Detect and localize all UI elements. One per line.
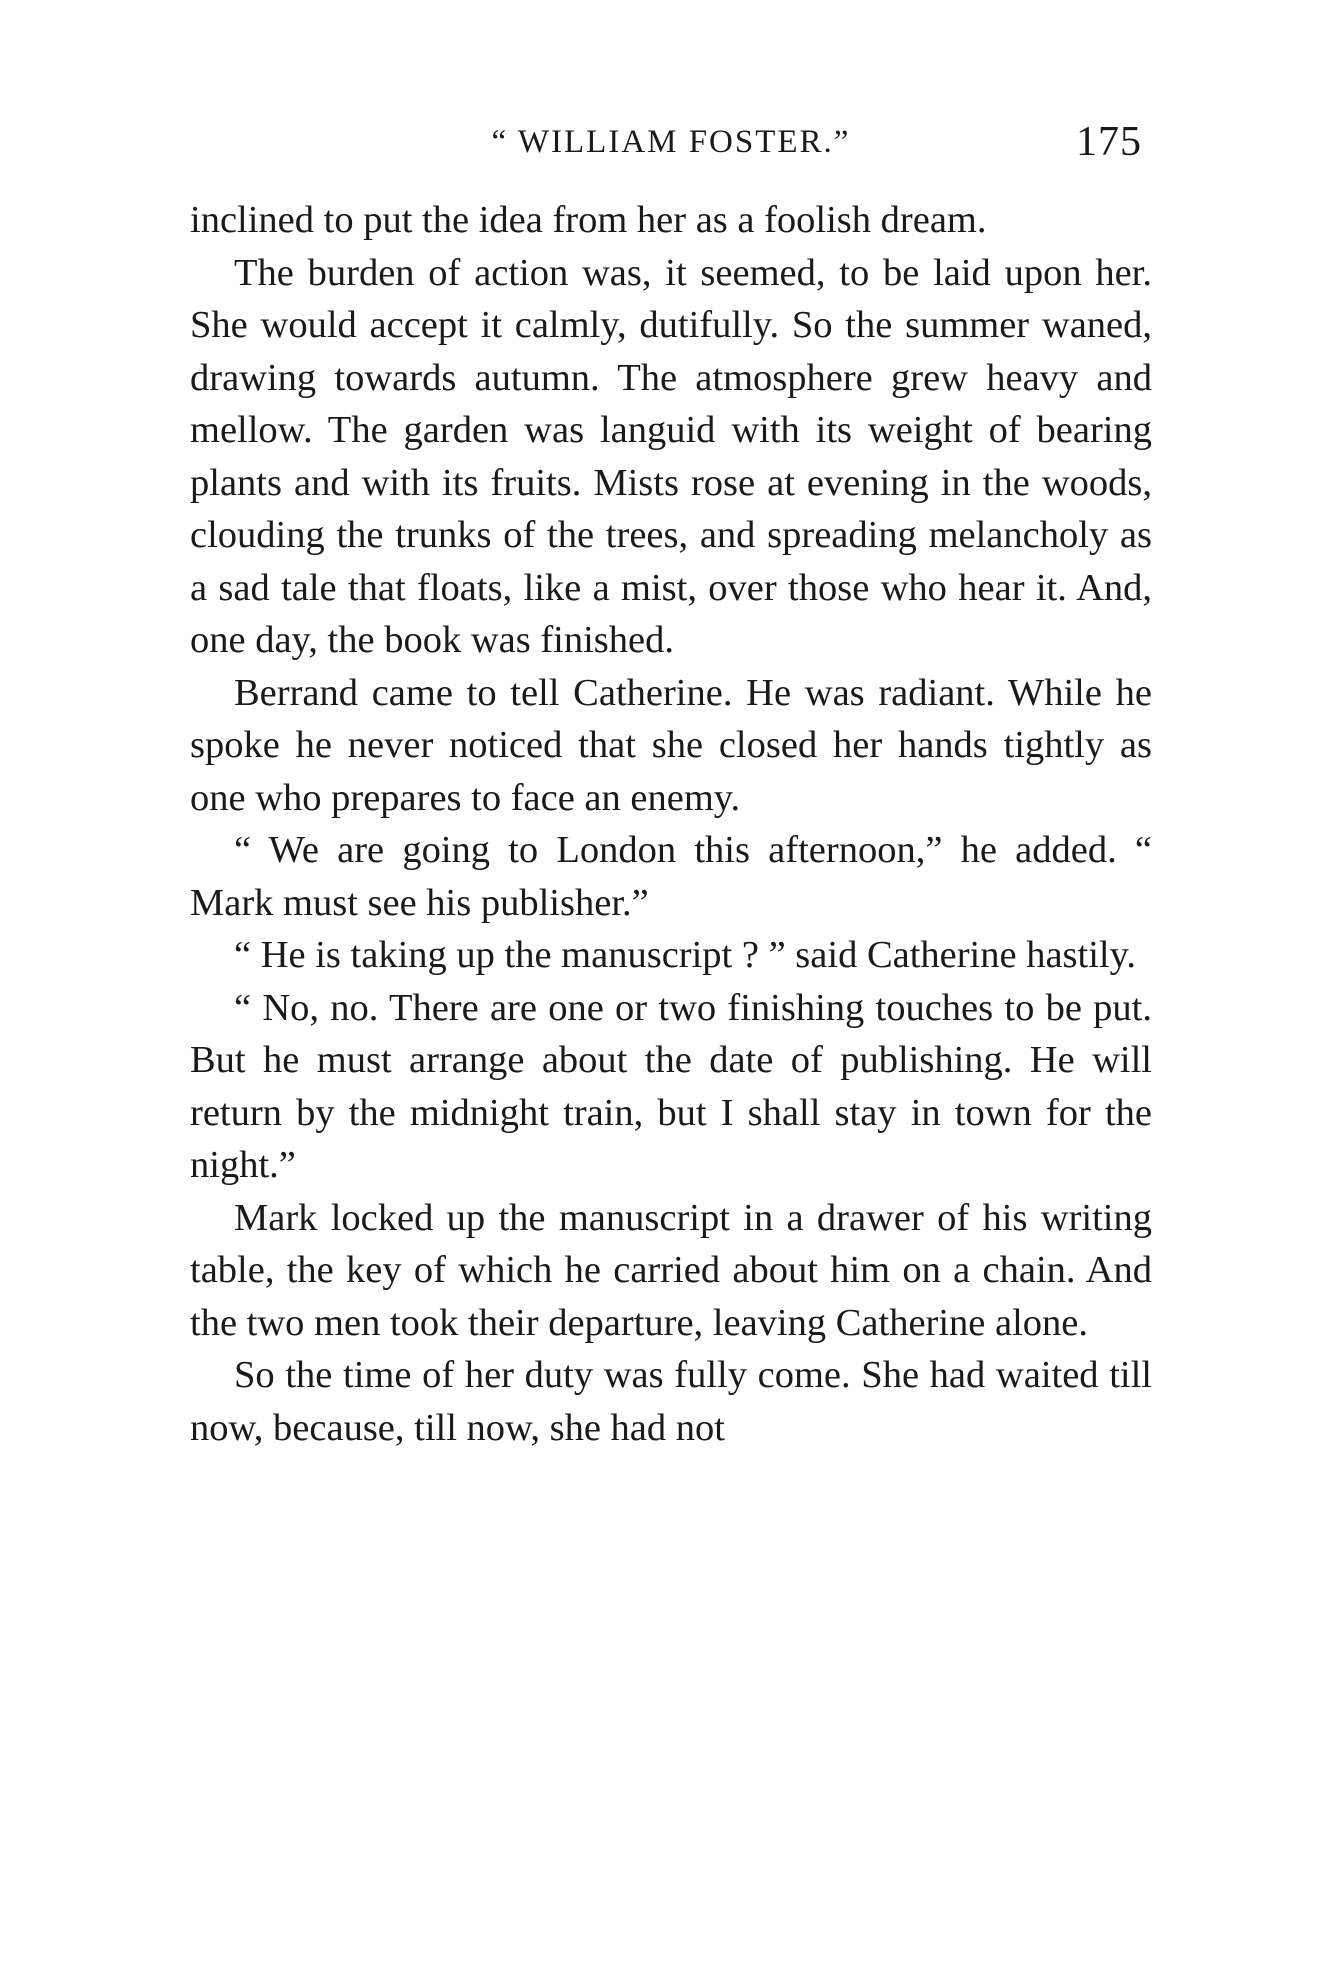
paragraph: Berrand came to tell Catherine. He was radiant. While he spoke he never noticed that she closed her hands tightly as one who prepares to face an enemy. (190, 671, 1152, 819)
page-number: 175 (1076, 119, 1142, 165)
body-text (190, 194, 1152, 1454)
paragraph: “ No, no. There are one or two finishing touches to be put. But he must arrange about the date of publishing. He will return by the midnight train, but I shall stay in town for the night.” (190, 986, 1152, 1186)
paragraph: The burden of action was, it seemed, to be laid upon her. She would accept it calmly, dutifully. So the summer waned, drawing towards autumn. The atmosphere grew heavy and mellow. The garden was languid with its weight of bearing plants and with its fruits. Mists rose at evening in the woods, clouding the trunks of the trees, and spreading melancholy as a sad tale that floats, like a mist, over those who hear it. And, one day, the book was finished. (190, 251, 1152, 661)
running-title: “ WILLIAM FOSTER.” (491, 124, 851, 160)
paragraph: “ We are going to London this afternoon,” he added. “ Mark must see his publisher.” (190, 829, 1152, 924)
paragraph: “ He is taking up the manuscript ? ” said Catherine hastily. (234, 934, 1137, 976)
paragraph-continued: inclined to put the idea from her as a foolish dream. (190, 199, 987, 241)
running-head (190, 118, 1152, 180)
paragraph: So the time of her duty was fully come. She had waited till now, because, till now, she had not (190, 1354, 1152, 1449)
paragraph: Mark locked up the manuscript in a drawer of his writing table, the key of which he carried about him on a chain. And the two men took their departure, leaving Catherine alone. (190, 1196, 1152, 1344)
book-page (190, 118, 1152, 1454)
